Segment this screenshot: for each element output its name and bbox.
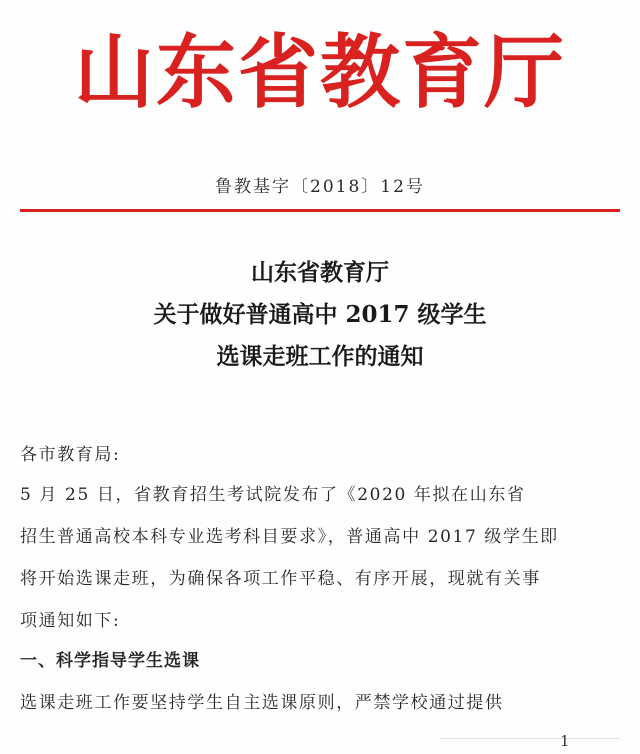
notice-title-line-3: 选课走班工作的通知: [216, 343, 424, 370]
notice-title: [0, 252, 640, 378]
paragraph-1-line-4: 项通知如下:: [20, 611, 121, 631]
document-number: 鲁教基字〔2018〕12号: [215, 177, 425, 197]
notice-title-line-1: 山东省教育厅: [251, 259, 389, 286]
footer-divider: [440, 738, 620, 749]
org-header-title: 山东省教育厅: [74, 25, 566, 119]
notice-title-line-2: 关于做好普通高中 2017 级学生: [153, 301, 487, 328]
red-header-rule: [20, 209, 620, 212]
paragraph-1-line-1: 5 月 25 日，省教育招生考试院发布了《2020 年拟在山东省: [20, 485, 526, 505]
paragraph-2-line-1: 选课走班工作要坚持学生自主选课原则，严禁学校通过提供: [20, 693, 504, 713]
paragraph-1-line-3: 将开始选课走班，为确保各项工作平稳、有序开展，现就有关事: [20, 569, 541, 589]
paragraph-1-line-2: 招生普通高校本科专业选考科目要求》，普通高中 2017 级学生即: [20, 527, 559, 547]
salutation: 各市教育局:: [20, 445, 121, 465]
page-number: 1: [560, 732, 570, 750]
section-heading-1: 一、科学指导学生选课: [20, 651, 200, 671]
